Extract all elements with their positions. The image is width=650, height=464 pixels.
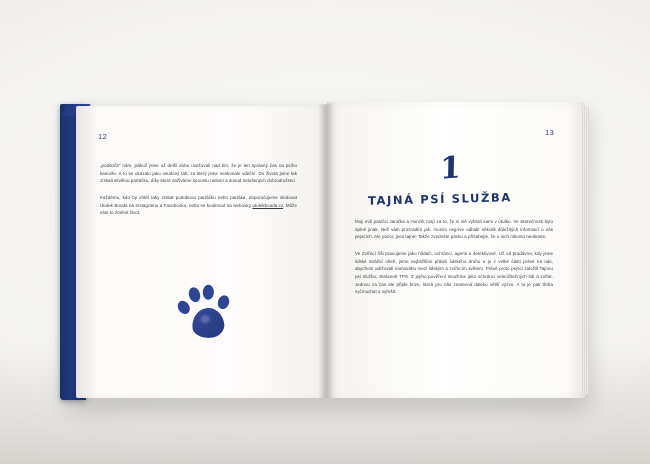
paw-pad: [191, 306, 226, 339]
left-paragraph-2: [100, 194, 297, 217]
left-paragraph-2-text: Každému, kdo by chtěl taky získat podobnou partáčku nebo partáka, doporučujeme sledovat Útulek Bouda na Instagramu a Facebooku, nebo se kouknout na webovky utulekbouda.cz. Může vám to změnit život.: [100, 194, 297, 216]
open-book: [60, 96, 590, 404]
paw-print-icon: [175, 279, 239, 347]
book-left-page: [76, 106, 329, 398]
left-page-text-column: [100, 162, 297, 226]
right-paragraph-2: Ve Zvířecí říši pracujeme jako hlídači, ochránci, agenti a detektivové. Už od pradávna, kdy jsme lidské strážní oheň, jsme nejbližšími přáteli lidského druhu a je z velké části právě na nás, abychom udržovali rovnováhu mezi lidským a zvířecím světem. Právě proto pejsci založili Tajnou psí službu, zkráceně TPS. Z jejího pověření sloužíme jako ochránci veleúžitečných lidí a zvířat. Jednou za čas ale přijde krize, která pro nás znamená daleko větší výzvu. A tu je pak třeba vyčmuchat a vyřešit.: [355, 250, 553, 295]
book-gutter-shadow: [318, 104, 334, 398]
paw-toe-1: [175, 299, 192, 317]
paw-toe-4: [216, 294, 231, 311]
paw-toe-3: [203, 285, 215, 300]
right-paragraph-1: Moji milí paničci Janička a Honzík mají za to, že si mě vybrali sami v útulku. Ve skutečnosti bylo úplně jinak. Než vám prozradím jak, musím nejprve odhalit několik důležitých informací o nás pejscích. Ale pozor, jsou tajné! Takže zvedněte packu a přísahejte, že o nich nikomu neuknete.: [355, 219, 553, 240]
utulek-bouda-link: utulekbouda.cz: [252, 202, 284, 208]
chapter-number: 1: [439, 150, 462, 187]
page-number-right: 13: [545, 128, 555, 137]
right-page-text-column: [355, 218, 553, 305]
page-number-left: 12: [98, 132, 108, 141]
left-paragraph-1: „podstrčit" nám, jelikož jsme už delší dobu uvažovali nad tím, že je ten správný čas na psího kamoše. A to se ukázalo jako osudový tah, za který jsme neskonale vděční. Do života jsme tak získali skvělou partáčku, díky které zažíváme spoustu radosti a dosud netušených dobrodružství.: [100, 163, 297, 184]
page-edge-stack: [581, 106, 589, 394]
paw-toe-2: [187, 286, 202, 303]
chapter-title: TAJNÁ PSÍ SLUŽBA: [367, 190, 512, 208]
